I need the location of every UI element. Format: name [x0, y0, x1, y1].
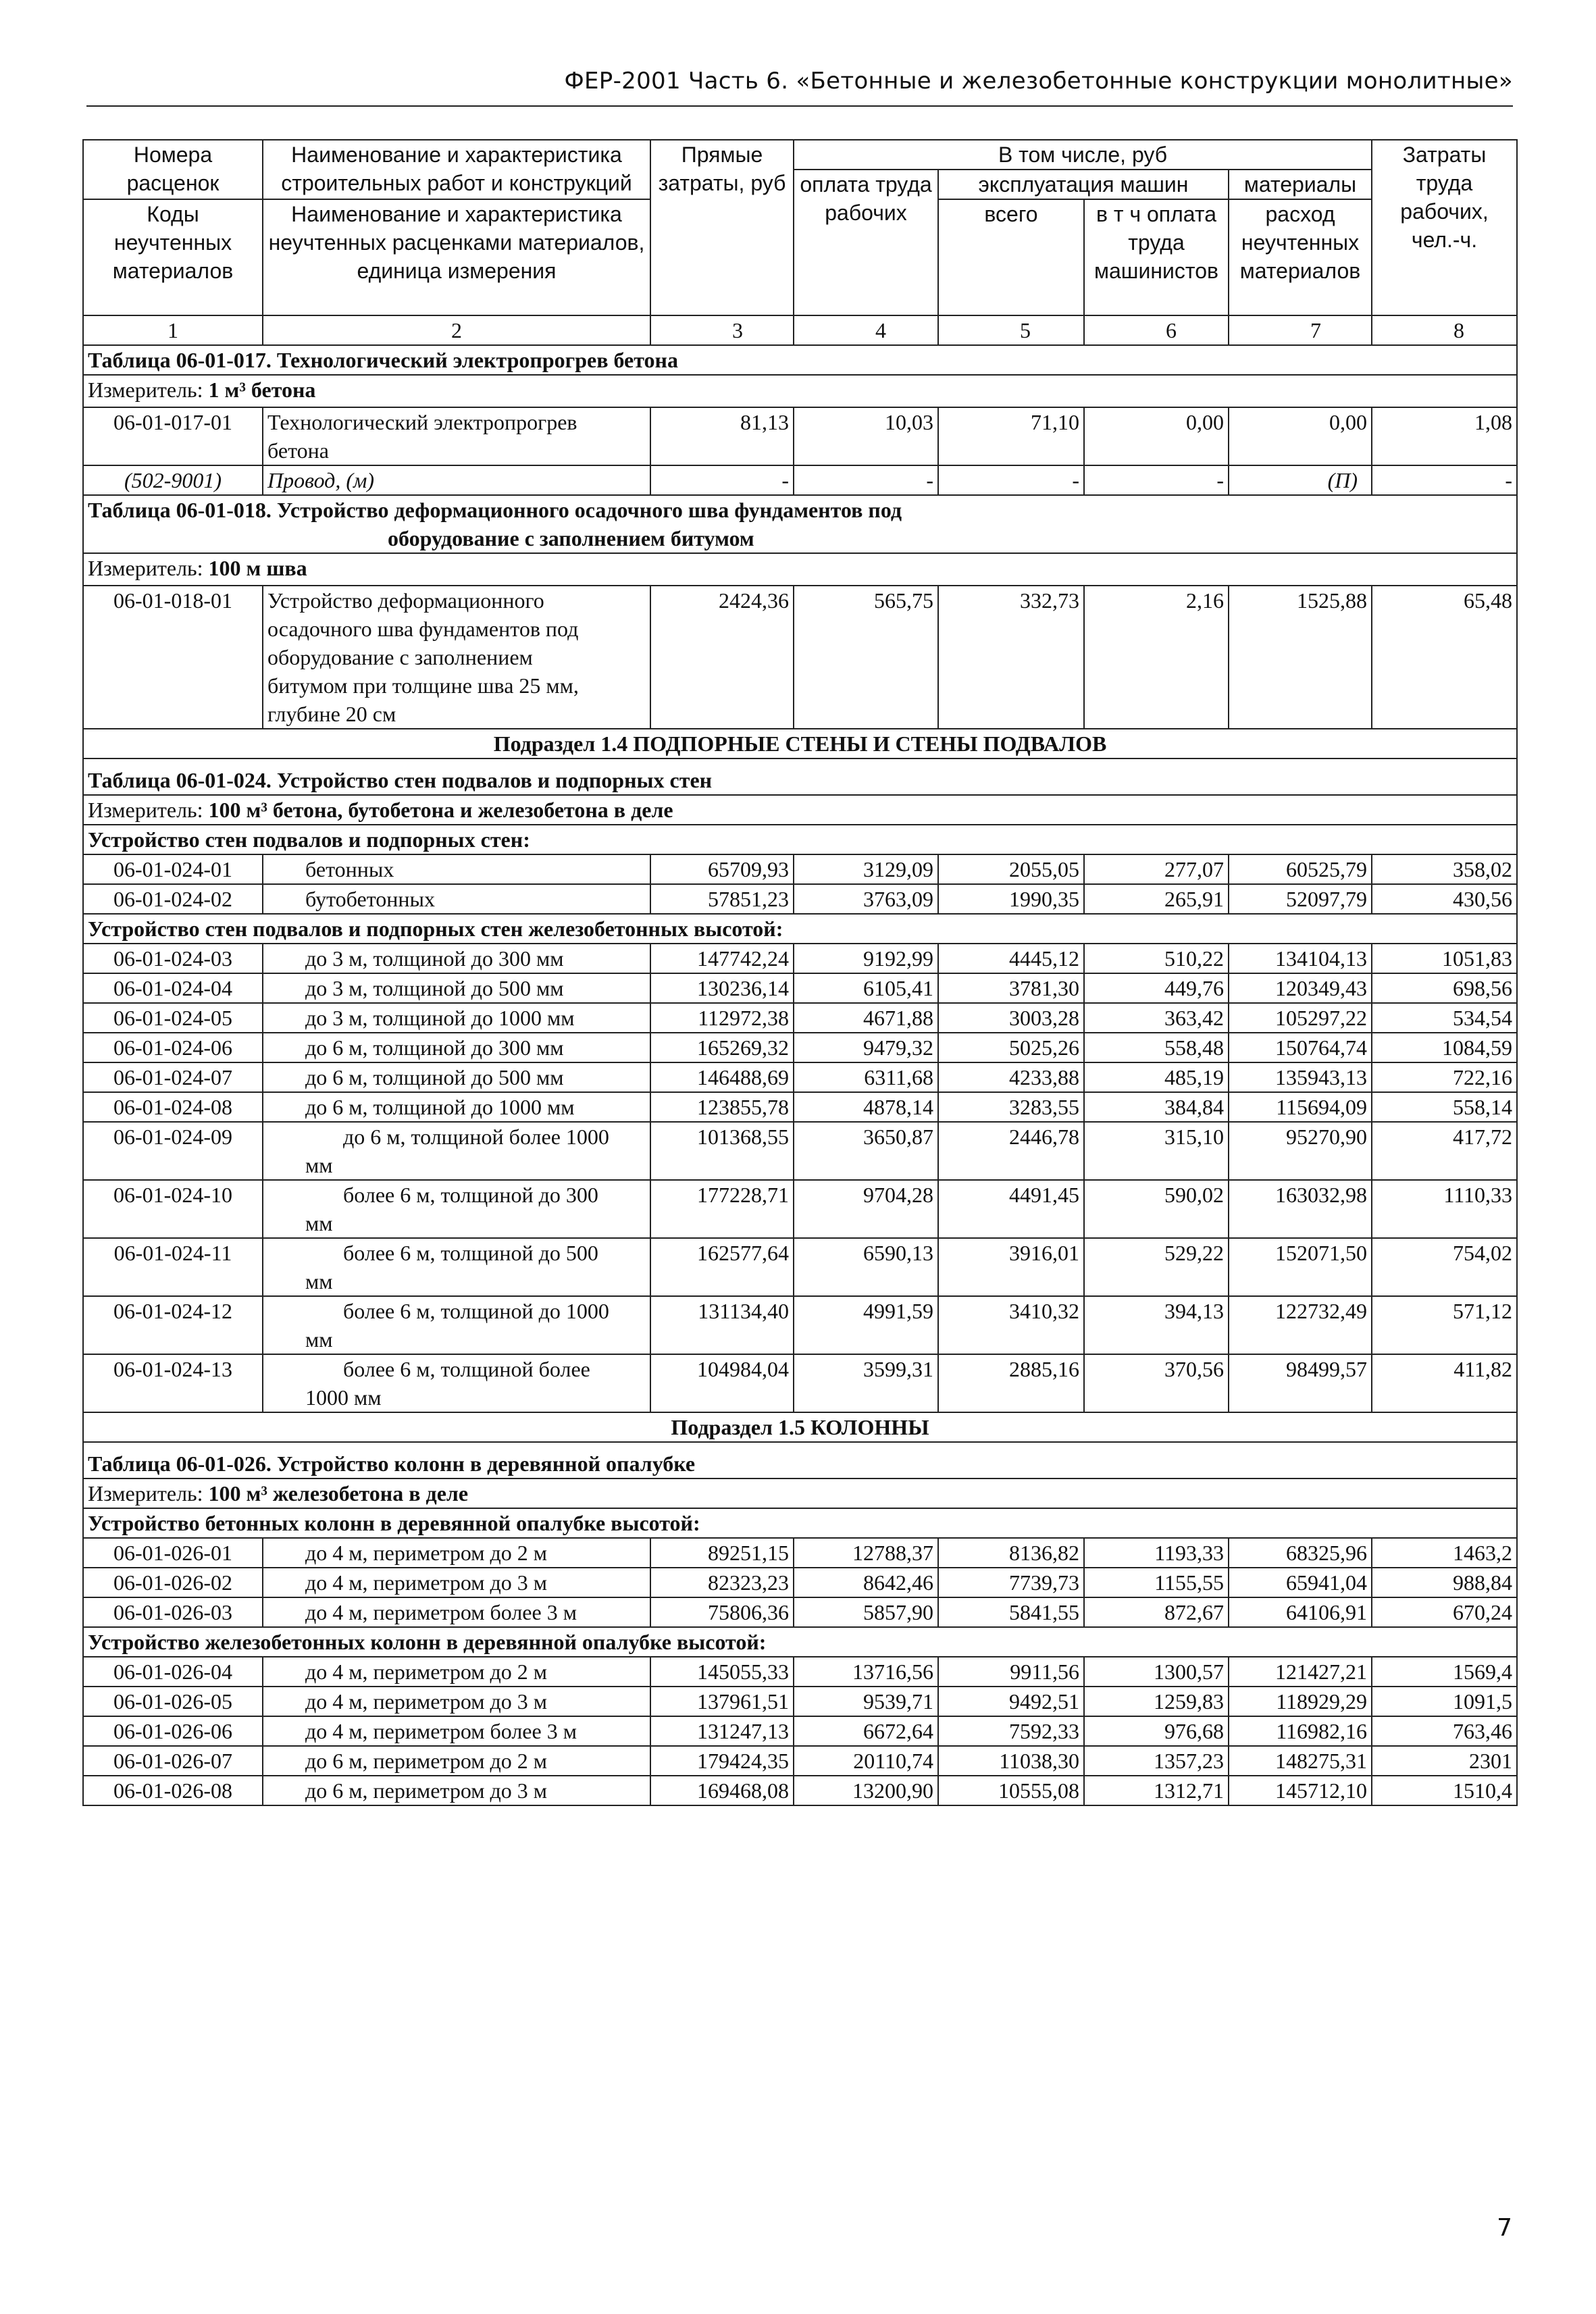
col-number: 4 — [794, 315, 938, 345]
operator-wages: 1155,55 — [1084, 1568, 1229, 1597]
rate-code: 06-01-024-08 — [83, 1092, 263, 1122]
wages: 3650,87 — [794, 1122, 938, 1180]
labor-hours: 65,48 — [1372, 586, 1517, 729]
labor-hours: 763,46 — [1372, 1716, 1517, 1746]
table-body — [83, 1538, 1517, 1627]
material-code: (502-9001) — [83, 465, 263, 495]
materials: 134104,13 — [1229, 944, 1372, 973]
labor-hours: 417,72 — [1372, 1122, 1517, 1180]
materials: 163032,98 — [1229, 1180, 1372, 1238]
operator-wages: 363,42 — [1084, 1003, 1229, 1033]
materials: 148275,31 — [1229, 1746, 1372, 1776]
rate-name: бетонных — [263, 854, 650, 884]
direct-cost: 101368,55 — [650, 1122, 794, 1180]
operator-wages: 315,10 — [1084, 1122, 1229, 1180]
table-title: Таблица 06-01-017. Технологический электропрогрев бетона — [83, 345, 1517, 375]
machines-total: 7739,73 — [938, 1568, 1084, 1597]
materials: 122732,49 — [1229, 1296, 1372, 1354]
labor-hours: 1463,2 — [1372, 1538, 1517, 1568]
rate-code: 06-01-024-12 — [83, 1296, 263, 1354]
table-row — [83, 1687, 1517, 1716]
col-header-number: Номера расценок — [83, 140, 263, 199]
rate-name: до 6 м, периметром до 2 м — [263, 1746, 650, 1776]
machines-total: 5025,26 — [938, 1033, 1084, 1062]
rate-name: более 6 м, толщиной более 1000 мм — [263, 1354, 650, 1412]
materials: 95270,90 — [1229, 1122, 1372, 1180]
machines-total: - — [938, 465, 1084, 495]
rate-name: до 4 м, периметром до 2 м — [263, 1538, 650, 1568]
col-number: 5 — [938, 315, 1084, 345]
operator-wages: 485,19 — [1084, 1062, 1229, 1092]
col-number: 1 — [83, 315, 263, 345]
rate-code: 06-01-024-03 — [83, 944, 263, 973]
table-body — [83, 944, 1517, 1122]
rate-name: до 6 м, толщиной до 500 мм — [263, 1062, 650, 1092]
machines-total: 4491,45 — [938, 1180, 1084, 1238]
group-heading: Устройство бетонных колонн в деревянной опалубке высотой: — [83, 1508, 1517, 1538]
labor-hours: 430,56 — [1372, 884, 1517, 914]
direct-cost: 89251,15 — [650, 1538, 794, 1568]
measure-row — [83, 795, 1517, 825]
wages: 4991,59 — [794, 1296, 938, 1354]
machines-total: 3781,30 — [938, 973, 1084, 1003]
table-body — [83, 854, 1517, 914]
rate-code: 06-01-024-13 — [83, 1354, 263, 1412]
direct-cost: 145055,33 — [650, 1657, 794, 1687]
rate-code: 06-01-026-02 — [83, 1568, 263, 1597]
labor-hours: 571,12 — [1372, 1296, 1517, 1354]
labor-hours: 698,56 — [1372, 973, 1517, 1003]
labor-hours: 1569,4 — [1372, 1657, 1517, 1687]
labor-hours: 558,14 — [1372, 1092, 1517, 1122]
table-title-row — [83, 759, 1517, 795]
machines-total: 7592,33 — [938, 1716, 1084, 1746]
operator-wages: 1312,71 — [1084, 1776, 1229, 1805]
rate-name: до 6 м, периметром до 3 м — [263, 1776, 650, 1805]
machines-total: 1990,35 — [938, 884, 1084, 914]
rate-code: 06-01-018-01 — [83, 586, 263, 729]
col-header-machines-total: всего — [938, 199, 1084, 315]
materials: 105297,22 — [1229, 1003, 1372, 1033]
rate-code: 06-01-024-10 — [83, 1180, 263, 1238]
wages: 6105,41 — [794, 973, 938, 1003]
rate-name: до 3 м, толщиной до 1000 мм — [263, 1003, 650, 1033]
table-row — [83, 973, 1517, 1003]
rate-name: бутобетонных — [263, 884, 650, 914]
col-header-labor: Затраты труда рабочих, чел.-ч. — [1372, 140, 1517, 315]
operator-wages: 277,07 — [1084, 854, 1229, 884]
operator-wages: - — [1084, 465, 1229, 495]
materials: 135943,13 — [1229, 1062, 1372, 1092]
running-header — [86, 68, 1513, 107]
machines-total: 3410,32 — [938, 1296, 1084, 1354]
rate-code: 06-01-024-01 — [83, 854, 263, 884]
materials: 116982,16 — [1229, 1716, 1372, 1746]
materials: 65941,04 — [1229, 1568, 1372, 1597]
table-title-row — [83, 1442, 1517, 1479]
wages: 3129,09 — [794, 854, 938, 884]
operator-wages: 510,22 — [1084, 944, 1229, 973]
materials: 0,00 — [1229, 407, 1372, 465]
table-title-row — [83, 495, 1517, 553]
table-row — [83, 1180, 1517, 1238]
rate-name: более 6 м, толщиной до 300 мм — [263, 1180, 650, 1238]
rate-name: до 6 м, толщиной до 300 мм — [263, 1033, 650, 1062]
col-header-machines: эксплуатация машин — [938, 170, 1229, 199]
materials: 152071,50 — [1229, 1238, 1372, 1296]
rate-code: 06-01-026-08 — [83, 1776, 263, 1805]
labor-hours: 1091,5 — [1372, 1687, 1517, 1716]
group-heading: Устройство стен подвалов и подпорных стен железобетонных высотой: — [83, 914, 1517, 944]
rate-code: 06-01-024-05 — [83, 1003, 263, 1033]
col-number: 7 — [1229, 315, 1372, 345]
machines-total: 9492,51 — [938, 1687, 1084, 1716]
direct-cost: 104984,04 — [650, 1354, 794, 1412]
wages: 3599,31 — [794, 1354, 938, 1412]
wages: 4878,14 — [794, 1092, 938, 1122]
labor-hours: 1051,83 — [1372, 944, 1517, 973]
table-row — [83, 1538, 1517, 1568]
table-row — [83, 1033, 1517, 1062]
rate-code: 06-01-024-06 — [83, 1033, 263, 1062]
rate-code: 06-01-024-11 — [83, 1238, 263, 1296]
materials: 98499,57 — [1229, 1354, 1372, 1412]
machines-total: 9911,56 — [938, 1657, 1084, 1687]
col-header-material-codes: Коды неучтенных материалов — [83, 199, 263, 315]
table-row — [83, 884, 1517, 914]
materials: 64106,91 — [1229, 1597, 1372, 1627]
table-row — [83, 1568, 1517, 1597]
labor-hours: 670,24 — [1372, 1597, 1517, 1627]
rate-code: 06-01-026-05 — [83, 1687, 263, 1716]
machines-total: 3916,01 — [938, 1238, 1084, 1296]
col-header-name: Наименование и характеристика строительных работ и конструкций — [263, 140, 650, 199]
direct-cost: 82323,23 — [650, 1568, 794, 1597]
rate-name: до 4 м, периметром более 3 м — [263, 1597, 650, 1627]
col-header-material-use: расход неучтенных материалов — [1229, 199, 1372, 315]
operator-wages: 1259,83 — [1084, 1687, 1229, 1716]
rate-name: до 6 м, толщиной до 1000 мм — [263, 1092, 650, 1122]
labor-hours: 754,02 — [1372, 1238, 1517, 1296]
measure-unit: Измеритель: 1 м³ бетона — [83, 375, 1517, 407]
group-heading: Устройство стен подвалов и подпорных стен: — [83, 825, 1517, 854]
table-title: Таблица 06-01-026. Устройство колонн в деревянной опалубке — [83, 1442, 1517, 1479]
material-row — [83, 465, 1517, 495]
subsection-title: Подраздел 1.5 КОЛОННЫ — [83, 1412, 1517, 1442]
group-heading: Устройство железобетонных колонн в деревянной опалубке высотой: — [83, 1627, 1517, 1657]
table-row — [83, 1716, 1517, 1746]
rate-code: 06-01-026-04 — [83, 1657, 263, 1687]
col-number: 3 — [650, 315, 794, 345]
rate-name: более 6 м, толщиной до 500 мм — [263, 1238, 650, 1296]
wages: 6590,13 — [794, 1238, 938, 1296]
operator-wages: 0,00 — [1084, 407, 1229, 465]
wages: 4671,88 — [794, 1003, 938, 1033]
table-row — [83, 586, 1517, 729]
table-title: Таблица 06-01-024. Устройство стен подвалов и подпорных стен — [83, 759, 1517, 795]
labor-hours: 1084,59 — [1372, 1033, 1517, 1062]
header-row-1 — [83, 140, 1517, 170]
col-header-group: В том числе, руб — [794, 140, 1372, 170]
operator-wages: 872,67 — [1084, 1597, 1229, 1627]
rate-name: Технологический электропрогрев бетона — [263, 407, 650, 465]
measure-row — [83, 375, 1517, 407]
rate-code: 06-01-024-04 — [83, 973, 263, 1003]
rate-name: до 4 м, периметром до 2 м — [263, 1657, 650, 1687]
materials: 52097,79 — [1229, 884, 1372, 914]
measure-unit: Измеритель: 100 м³ железобетона в деле — [83, 1479, 1517, 1508]
rate-code: 06-01-026-01 — [83, 1538, 263, 1568]
materials: 145712,10 — [1229, 1776, 1372, 1805]
machines-total: 4233,88 — [938, 1062, 1084, 1092]
direct-cost: 130236,14 — [650, 973, 794, 1003]
measure-unit: Измеритель: 100 м³ бетона, бутобетона и железобетона в деле — [83, 795, 1517, 825]
wages: 9192,99 — [794, 944, 938, 973]
table-row — [83, 407, 1517, 465]
rate-name: более 6 м, толщиной до 1000 мм — [263, 1296, 650, 1354]
table-title-row — [83, 345, 1517, 375]
group-row — [83, 1627, 1517, 1657]
col-number: 6 — [1084, 315, 1229, 345]
operator-wages: 976,68 — [1084, 1716, 1229, 1746]
materials: 150764,74 — [1229, 1033, 1372, 1062]
rate-name: до 3 м, толщиной до 500 мм — [263, 973, 650, 1003]
table-row — [83, 1122, 1517, 1180]
subsection-row — [83, 729, 1517, 759]
machines-total: 71,10 — [938, 407, 1084, 465]
wages: 12788,37 — [794, 1538, 938, 1568]
wages: 13200,90 — [794, 1776, 938, 1805]
direct-cost: 123855,78 — [650, 1092, 794, 1122]
measure-unit: Измеритель: 100 м шва — [83, 553, 1517, 586]
machines-total: 5841,55 — [938, 1597, 1084, 1627]
table-row — [83, 1776, 1517, 1805]
running-header-title: ФЕР-2001 Часть 6. «Бетонные и железобетонные конструкции монолитные» — [564, 68, 1513, 95]
rate-code: 06-01-026-03 — [83, 1597, 263, 1627]
direct-cost: 131247,13 — [650, 1716, 794, 1746]
rate-name: Устройство деформационного осадочного шва фундаментов под оборудование с заполнением битумом при толщине шва 25 мм, глубине 20 см — [263, 586, 650, 729]
table-row — [83, 854, 1517, 884]
direct-cost: 165269,32 — [650, 1033, 794, 1062]
machines-total: 2446,78 — [938, 1122, 1084, 1180]
direct-cost: 131134,40 — [650, 1296, 794, 1354]
wages: 6672,64 — [794, 1716, 938, 1746]
materials: 60525,79 — [1229, 854, 1372, 884]
direct-cost: 57851,23 — [650, 884, 794, 914]
direct-cost: 112972,38 — [650, 1003, 794, 1033]
operator-wages: 449,76 — [1084, 973, 1229, 1003]
labor-hours: 722,16 — [1372, 1062, 1517, 1092]
labor-hours: 988,84 — [1372, 1568, 1517, 1597]
wages: 3763,09 — [794, 884, 938, 914]
operator-wages: 1357,23 — [1084, 1746, 1229, 1776]
materials: 1525,88 — [1229, 586, 1372, 729]
direct-cost: 146488,69 — [650, 1062, 794, 1092]
wages: 13716,56 — [794, 1657, 938, 1687]
rates-table — [82, 139, 1518, 1806]
materials: 118929,29 — [1229, 1687, 1372, 1716]
group-row — [83, 825, 1517, 854]
materials: 121427,21 — [1229, 1657, 1372, 1687]
table-row — [83, 1597, 1517, 1627]
table-body — [83, 1122, 1517, 1412]
rate-name: до 3 м, толщиной до 300 мм — [263, 944, 650, 973]
materials: 68325,96 — [1229, 1538, 1372, 1568]
rate-name: до 4 м, периметром до 3 м — [263, 1568, 650, 1597]
operator-wages: 558,48 — [1084, 1033, 1229, 1062]
wages: 9539,71 — [794, 1687, 938, 1716]
group-row — [83, 914, 1517, 944]
table-row — [83, 944, 1517, 973]
labor-hours: 534,54 — [1372, 1003, 1517, 1033]
labor-hours: 1110,33 — [1372, 1180, 1517, 1238]
direct-cost: 179424,35 — [650, 1746, 794, 1776]
col-header-direct-cost: Прямые затраты, руб — [650, 140, 794, 315]
operator-wages: 1193,33 — [1084, 1538, 1229, 1568]
labor-hours: 2301 — [1372, 1746, 1517, 1776]
labor-hours: 1,08 — [1372, 407, 1517, 465]
rate-code: 06-01-026-06 — [83, 1716, 263, 1746]
labor-hours: 411,82 — [1372, 1354, 1517, 1412]
operator-wages: 2,16 — [1084, 586, 1229, 729]
wages: 5857,90 — [794, 1597, 938, 1627]
wages: 8642,46 — [794, 1568, 938, 1597]
table-row — [83, 1092, 1517, 1122]
labor-hours: 1510,4 — [1372, 1776, 1517, 1805]
rate-code: 06-01-024-07 — [83, 1062, 263, 1092]
materials: (П) — [1229, 465, 1372, 495]
col-header-wages: оплата труда рабочих — [794, 170, 938, 315]
table-title: Таблица 06-01-018. Устройство деформационного осадочного шва фундаментов под оборудование с заполнением битумом — [83, 495, 1517, 553]
wages: 20110,74 — [794, 1746, 938, 1776]
machines-total: 2885,16 — [938, 1354, 1084, 1412]
rate-code: 06-01-024-02 — [83, 884, 263, 914]
table-row — [83, 1657, 1517, 1687]
machines-total: 4445,12 — [938, 944, 1084, 973]
operator-wages: 394,13 — [1084, 1296, 1229, 1354]
table-row — [83, 1238, 1517, 1296]
wages: 9479,32 — [794, 1033, 938, 1062]
col-number: 8 — [1372, 315, 1517, 345]
direct-cost: 75806,36 — [650, 1597, 794, 1627]
wages: - — [794, 465, 938, 495]
table-body — [83, 1657, 1517, 1805]
rate-name: до 4 м, периметром более 3 м — [263, 1716, 650, 1746]
rate-name: до 4 м, периметром до 3 м — [263, 1687, 650, 1716]
group-row — [83, 1508, 1517, 1538]
wages: 9704,28 — [794, 1180, 938, 1238]
labor-hours: 358,02 — [1372, 854, 1517, 884]
subsection-title: Подраздел 1.4 ПОДПОРНЫЕ СТЕНЫ И СТЕНЫ ПОДВАЛОВ — [83, 729, 1517, 759]
operator-wages: 265,91 — [1084, 884, 1229, 914]
table-row — [83, 1354, 1517, 1412]
material-name: Провод, (м) — [263, 465, 650, 495]
measure-row — [83, 1479, 1517, 1508]
direct-cost: 162577,64 — [650, 1238, 794, 1296]
direct-cost: 147742,24 — [650, 944, 794, 973]
machines-total: 11038,30 — [938, 1746, 1084, 1776]
col-number: 2 — [263, 315, 650, 345]
direct-cost: 137961,51 — [650, 1687, 794, 1716]
machines-total: 2055,05 — [938, 854, 1084, 884]
materials: 115694,09 — [1229, 1092, 1372, 1122]
materials: 120349,43 — [1229, 973, 1372, 1003]
machines-total: 8136,82 — [938, 1538, 1084, 1568]
direct-cost: 177228,71 — [650, 1180, 794, 1238]
machines-total: 3283,55 — [938, 1092, 1084, 1122]
table-row — [83, 1296, 1517, 1354]
labor-hours: - — [1372, 465, 1517, 495]
machines-total: 10555,08 — [938, 1776, 1084, 1805]
measure-row — [83, 553, 1517, 586]
operator-wages: 590,02 — [1084, 1180, 1229, 1238]
table-row — [83, 1062, 1517, 1092]
table-row — [83, 1746, 1517, 1776]
column-number-row — [83, 315, 1517, 345]
rate-code: 06-01-017-01 — [83, 407, 263, 465]
rate-code: 06-01-024-09 — [83, 1122, 263, 1180]
operator-wages: 529,22 — [1084, 1238, 1229, 1296]
col-header-operator-wages: в т ч оплата труда машинистов — [1084, 199, 1229, 315]
direct-cost: 65709,93 — [650, 854, 794, 884]
operator-wages: 384,84 — [1084, 1092, 1229, 1122]
wages: 6311,68 — [794, 1062, 938, 1092]
rate-code: 06-01-026-07 — [83, 1746, 263, 1776]
col-header-materials: материалы — [1229, 170, 1372, 199]
table-row — [83, 1003, 1517, 1033]
subsection-row — [83, 1412, 1517, 1442]
direct-cost: 169468,08 — [650, 1776, 794, 1805]
direct-cost: 81,13 — [650, 407, 794, 465]
page-number: 7 — [1497, 2214, 1512, 2242]
col-header-material-names: Наименование и характеристика неучтенных расценками материалов, единица измерения — [263, 199, 650, 315]
machines-total: 332,73 — [938, 586, 1084, 729]
rate-name: до 6 м, толщиной более 1000 мм — [263, 1122, 650, 1180]
direct-cost: - — [650, 465, 794, 495]
direct-cost: 2424,36 — [650, 586, 794, 729]
wages: 10,03 — [794, 407, 938, 465]
wages: 565,75 — [794, 586, 938, 729]
machines-total: 3003,28 — [938, 1003, 1084, 1033]
operator-wages: 370,56 — [1084, 1354, 1229, 1412]
operator-wages: 1300,57 — [1084, 1657, 1229, 1687]
